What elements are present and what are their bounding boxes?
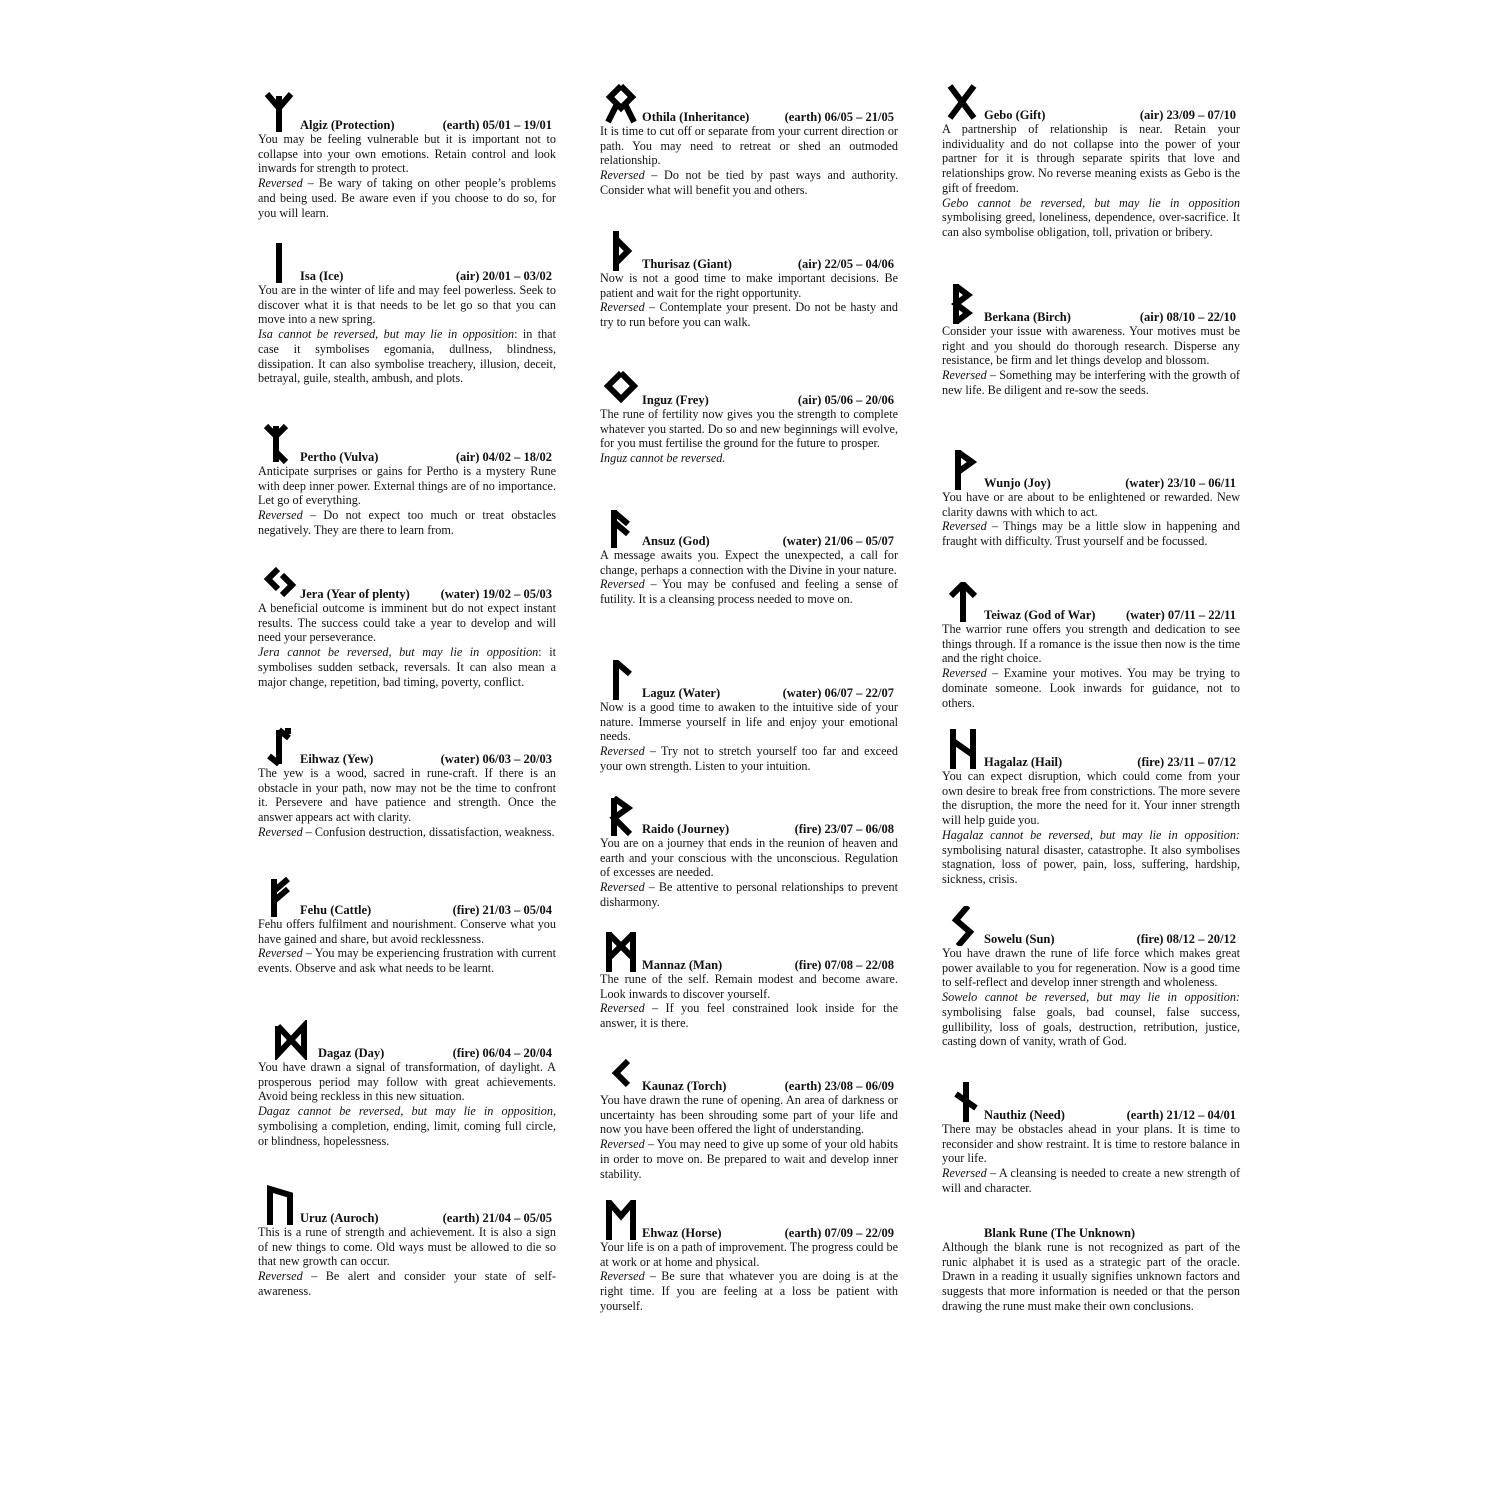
- reversed-label: Reversed: [942, 368, 987, 383]
- rune-entry-gebo: [942, 92, 1240, 240]
- rune-description: You can expect disruption, which could come from your own desire to break free from constrictions. The more severe the disruption, the more the need for it. Your inner strength will help guide you. Hagalaz cannot be reversed, but may lie in opposition: symbolising natural disaster, catastrophe. It also symbolises stagnation, loss of power, pain, loss, suffering, hardship, sickness, crisis.: [942, 769, 1240, 886]
- reversed-label: Reversed: [600, 880, 645, 895]
- reversed-label: Reversed: [600, 1269, 645, 1284]
- rune-element-dates: (earth) 07/09 – 22/09: [784, 1226, 894, 1240]
- rune-element-dates: (air) 23/09 – 07/10: [1139, 108, 1236, 122]
- rune-entry-blank: [942, 1210, 1240, 1314]
- rune-description: You are in the winter of life and may feel powerless. Seek to discover what it is that needs to be let go so that you can move into a new spring. Isa cannot be reversed, but may lie in opposition: in that case it symbolises egomania, dullness, blindness, dissipation. It can also symbolise treachery, illusion, deceit, betrayal, guile, stealth, ambush, and plots.: [258, 283, 556, 386]
- rune-element-dates: (fire) 21/03 – 05/04: [452, 903, 552, 917]
- rune-entry-nauthiz: [942, 1092, 1240, 1196]
- reversed-label: Gebo cannot be reversed, but may lie in opposition: [942, 195, 1240, 210]
- rune-description: You have drawn the rune of opening. An area of darkness or uncertainty has been shrouding some part of your life and now you have been offered the light of understanding. Reversed – You may need to give up some of your old habits in order to move on. Be prepared to wait and develop inner stability.: [600, 1093, 898, 1181]
- rune-element-dates: (water) 06/07 – 22/07: [782, 686, 894, 700]
- rune-description: Anticipate surprises or gains for Pertho is a mystery Rune with deep inner power. External things are of no importance. Let go of everything. Reversed – Do not expect too much or treat obstacles negatively. They are there to learn from.: [258, 464, 556, 537]
- reversed-label: Dagaz cannot be reversed, but may lie in opposition: [258, 1104, 553, 1119]
- rune-element-dates: (water) 23/10 – 06/11: [1125, 476, 1236, 490]
- rune-element-dates: (fire) 08/12 – 20/12: [1136, 932, 1236, 946]
- rune-element-dates: (air) 22/05 – 04/06: [797, 257, 894, 271]
- reversed-label: Reversed: [258, 824, 303, 839]
- rune-entry-mannaz: [600, 942, 898, 1031]
- reversed-label: Reversed: [600, 300, 645, 315]
- rune-element-dates: (water) 06/03 – 20/03: [440, 752, 552, 766]
- inguz-rune-icon: [604, 367, 638, 407]
- gebo-rune-icon: [946, 82, 980, 122]
- reversed-label: Reversed: [258, 946, 303, 961]
- hagalaz-rune-icon: [946, 729, 980, 769]
- rune-description: A beneficial outcome is imminent but do not expect instant results. The success could take a year to develop and will need your perseverance. Jera cannot be reversed, but may lie in opposition: it symbolises sudden setback, reversals. It can also mean a major change, repetition, bad timing, poverty, conflict.: [258, 601, 556, 689]
- rune-name: Sowelu (Sun): [984, 932, 1055, 946]
- rune-description: Now is a good time to awaken to the intuitive side of your nature. Immerse yourself in life and enjoy your emotional needs. Reversed – Try not to stretch yourself too far and exceed your own strength. Listen to your intuition.: [600, 700, 898, 773]
- rune-element-dates: (air) 08/10 – 22/10: [1139, 310, 1236, 324]
- reversed-label: Reversed: [942, 666, 987, 681]
- rune-name: Pertho (Vulva): [300, 450, 379, 464]
- rune-entry-wunjo: [942, 460, 1240, 549]
- rune-entry-teiwaz: [942, 592, 1240, 710]
- rune-name: Hagalaz (Hail): [984, 755, 1063, 769]
- rune-description: You have or are about to be enlightened or rewarded. New clarity dawns with which to act. Reversed – Things may be a little slow in happening and fraught with difficulty. Trust yourself and be focussed.: [942, 490, 1240, 549]
- rune-description: There may be obstacles ahead in your plans. It is time to reconsider and show restraint. It is time to restore balance in your life. Reversed – A cleansing is needed to create a new strength of will and character.: [942, 1122, 1240, 1195]
- rune-description: Although the blank rune is not recognized as part of the runic alphabet it is used as a strategic part of the oracle. Drawn in a reading it usually signifies unknown factors and suggests that more information is needed or that the person drawing the rune must make their own conclusions.: [942, 1240, 1240, 1313]
- berkana-rune-icon: [946, 284, 980, 324]
- rune-name: Algiz (Protection): [300, 118, 395, 132]
- rune-element-dates: (earth) 05/01 – 19/01: [442, 118, 552, 132]
- reversed-label: Reversed: [258, 508, 303, 523]
- rune-name: Eihwaz (Yew): [300, 752, 374, 766]
- rune-name: Nauthiz (Need): [984, 1108, 1065, 1122]
- sowelu-rune-icon: [946, 906, 980, 946]
- reversed-label: Reversed: [942, 519, 987, 534]
- rune-element-dates: (fire) 06/04 – 20/04: [452, 1046, 552, 1060]
- dagaz-rune-icon: [274, 1020, 308, 1060]
- rune-entry-dagaz: [258, 1030, 556, 1148]
- rune-name: Wunjo (Joy): [984, 476, 1051, 490]
- rune-name: Ansuz (God): [642, 534, 710, 548]
- rune-element-dates: (air) 04/02 – 18/02: [455, 450, 552, 464]
- rune-name: Thurisaz (Giant): [642, 257, 732, 271]
- rune-entry-berkana: [942, 294, 1240, 398]
- reversed-label: Reversed: [258, 176, 303, 191]
- rune-description: It is time to cut off or separate from your current direction or path. You may need to retreat or shed an outmoded relationship. Reversed – Do not be tied by past ways and authority. Consider what will benefit you and others.: [600, 124, 898, 197]
- rune-description: You may be feeling vulnerable but it is important not to collapse into your own emotions. Retain control and look inwards for strength to protect. Reversed – Be wary of taking on other people’s problems and being used. Be aware even if you choose to do so, for you will learn.: [258, 132, 556, 220]
- reversed-label: Jera cannot be reversed, but may lie in opposition: [258, 645, 539, 660]
- rune-entry-laguz: [600, 670, 898, 774]
- rune-element-dates: (fire) 23/11 – 07/12: [1137, 755, 1236, 769]
- rune-element-dates: (earth) 21/04 – 05/05: [442, 1211, 552, 1225]
- ansuz-rune-icon: [604, 508, 638, 548]
- rune-name: Inguz (Frey): [642, 393, 709, 407]
- rune-entry-othila: [600, 94, 898, 198]
- fehu-rune-icon: [262, 877, 296, 917]
- reversed-label: Reversed: [258, 1269, 303, 1284]
- reversed-label: Reversed: [600, 1137, 645, 1152]
- rune-name: Raido (Journey): [642, 822, 730, 836]
- isa-rune-icon: [262, 243, 296, 283]
- rune-name: Gebo (Gift): [984, 108, 1046, 122]
- rune-name: Berkana (Birch): [984, 310, 1071, 324]
- rune-entry-inguz: [600, 377, 898, 466]
- laguz-rune-icon: [604, 660, 638, 700]
- rune-element-dates: (fire) 23/07 – 06/08: [794, 822, 894, 836]
- reversed-label: Reversed: [942, 1166, 987, 1181]
- rune-entry-kaunaz: [600, 1063, 898, 1181]
- rune-description: You have drawn a signal of transformation, of daylight. A prosperous period may follow with great achievements. Avoid being reckless in this new situation. Dagaz cannot be reversed, but may lie in opposition, symbolising a completion, ending, limit, coming full circle, or blindness, hopelessness.: [258, 1060, 556, 1148]
- rune-element-dates: (earth) 23/08 – 06/09: [784, 1079, 894, 1093]
- nauthiz-rune-icon: [946, 1082, 980, 1122]
- rune-description: Your life is on a path of improvement. The progress could be at work or at home and physical. Reversed – Be sure that whatever you are doing is at the right time. If you are feeling at a loss be patient with yourself.: [600, 1240, 898, 1313]
- rune-name: Ehwaz (Horse): [642, 1226, 722, 1240]
- thurisaz-rune-icon: [604, 231, 638, 271]
- rune-entry-eihwaz: [258, 736, 556, 840]
- rune-entry-thurisaz: [600, 241, 898, 330]
- reversed-label: Hagalaz cannot be reversed, but may lie in opposition:: [942, 827, 1240, 842]
- rune-description: Now is not a good time to make important decisions. Be patient and wait for the right opportunity. Reversed – Contemplate your present. Do not be hasty and try to run before you can walk.: [600, 271, 898, 330]
- uruz-rune-icon: [262, 1185, 296, 1225]
- reversed-label: Reversed: [600, 744, 645, 759]
- rune-entry-fehu: [258, 887, 556, 976]
- reversed-label: Reversed: [600, 168, 645, 183]
- rune-entry-pertho: [258, 434, 556, 538]
- rune-name: Isa (Ice): [300, 269, 344, 283]
- reversed-label: Inguz cannot be reversed.: [600, 451, 726, 466]
- rune-description: The warrior rune offers you strength and dedication to see things through. If a romance is the issue then now is the time and the right choice. Reversed – Examine your motives. You may be trying to dominate someone. Look inwards for guidance, not to others.: [942, 622, 1240, 710]
- rune-element-dates: (water) 07/11 – 22/11: [1125, 608, 1236, 622]
- rune-element-dates: (earth) 21/12 – 04/01: [1126, 1108, 1236, 1122]
- rune-name: Fehu (Cattle): [300, 903, 372, 917]
- eihwaz-rune-icon: [262, 726, 296, 766]
- rune-element-dates: (air) 05/06 – 20/06: [797, 393, 894, 407]
- reversed-label: Sowelo cannot be reversed, but may lie in opposition:: [942, 990, 1240, 1005]
- rune-name: Jera (Year of plenty): [300, 587, 410, 601]
- rune-entry-sowelu: [942, 916, 1240, 1049]
- rune-name: Blank Rune (The Unknown): [984, 1226, 1136, 1240]
- algiz-rune-icon: [262, 92, 296, 132]
- rune-entry-ansuz: [600, 518, 898, 607]
- rune-description: The rune of the self. Remain modest and become aware. Look inwards to discover yourself. Reversed – If you feel constrained look inside for the answer, it is there.: [600, 972, 898, 1031]
- rune-description: A message awaits you. Expect the unexpected, a call for change, perhaps a connection with the Divine in your nature. Reversed – You may be confused and feeling a sense of futility. It is a cleansing process needed to move on.: [600, 548, 898, 607]
- reversed-label: Reversed: [600, 1001, 645, 1016]
- reversed-label: Isa cannot be reversed, but may lie in opposition: [258, 327, 515, 342]
- mannaz-rune-icon: [604, 932, 638, 972]
- rune-element-dates: (air) 20/01 – 03/02: [455, 269, 552, 283]
- wunjo-rune-icon: [946, 450, 980, 490]
- ehwaz-rune-icon: [604, 1200, 638, 1240]
- rune-element-dates: (earth) 06/05 – 21/05: [784, 110, 894, 124]
- rune-description: You are on a journey that ends in the reunion of heaven and earth and your conscious with the unconscious. Regulation of excesses are needed. Reversed – Be attentive to personal relationships to prevent disharmony.: [600, 836, 898, 909]
- rune-entry-uruz: [258, 1195, 556, 1299]
- kaunaz-rune-icon: [604, 1053, 638, 1093]
- rune-description: Consider your issue with awareness. Your motives must be right and you should do thorough research. Disperse any resistance, be firm and let things develop and blossom. Reversed – Something may be interfering with the growth of new life. Be diligent and re-sow the seeds.: [942, 324, 1240, 397]
- rune-description: The rune of fertility now gives you the strength to complete whatever you started. Do so and new beginnings will evolve, for you must fertilise the ground for the future to prosper. Inguz cannot be reversed.: [600, 407, 898, 466]
- rune-description: You have drawn the rune of life force which makes great power available to you for regeneration. Now is a good time to self-reflect and develop inner strength and wholeness. Sowelo cannot be reversed, but may lie in opposition: symbolising false goals, bad counsel, false success, gullibility, loss of goals, destruction, retribution, justice, casting down of vanity, wrath of God.: [942, 946, 1240, 1049]
- teiwaz-rune-icon: [946, 582, 980, 622]
- rune-description: A partnership of relationship is near. Retain your individuality and do not collapse into the power of your partner for it is through separate spirits that love and relationships grow. No reverse meaning exists as Gebo is the gift of freedom. Gebo cannot be reversed, but may lie in opposition symbolising greed, loneliness, dependence, over-sacrifice. It can also symbolise obligation, toll, privation or bribery.: [942, 122, 1240, 239]
- rune-entry-algiz: [258, 102, 556, 220]
- rune-name: Dagaz (Day): [318, 1046, 385, 1060]
- rune-name: Uruz (Auroch): [300, 1211, 379, 1225]
- rune-entry-jera: [258, 571, 556, 689]
- rune-element-dates: (fire) 07/08 – 22/08: [794, 958, 894, 972]
- rune-entry-hagalaz: [942, 739, 1240, 887]
- rune-name: Kaunaz (Torch): [642, 1079, 727, 1093]
- pertho-rune-icon: [262, 424, 296, 464]
- jera-rune-icon: [262, 561, 296, 601]
- rune-entry-isa: [258, 253, 556, 386]
- rune-entry-ehwaz: [600, 1210, 898, 1314]
- rune-name: Laguz (Water): [642, 686, 721, 700]
- rune-description: This is a rune of strength and achievement. It is also a sign of new things to come. Old ways must be allowed to die so that new growth can occur. Reversed – Be alert and consider your state of self-awareness.: [258, 1225, 556, 1298]
- reversed-label: Reversed: [600, 577, 645, 592]
- rune-description: Fehu offers fulfilment and nourishment. Conserve what you have gained and share, but avoid recklessness. Reversed – You may be experiencing frustration with current events. Observe and ask what needs to be learnt.: [258, 917, 556, 976]
- rune-element-dates: (water) 21/06 – 05/07: [782, 534, 894, 548]
- rune-name: Othila (Inheritance): [642, 110, 750, 124]
- rune-element-dates: (water) 19/02 – 05/03: [440, 587, 552, 601]
- rune-entry-raido: [600, 806, 898, 910]
- rune-name: Teiwaz (God of War): [984, 608, 1096, 622]
- rune-name: Mannaz (Man): [642, 958, 723, 972]
- raido-rune-icon: [604, 796, 638, 836]
- rune-description: The yew is a wood, sacred in rune-craft. If there is an obstacle in your path, now may not be the time to confront it. Persevere and have patience and strength. Once the answer appears act with clarity. Reversed – Confusion destruction, dissatisfaction, weakness.: [258, 766, 556, 839]
- othila-rune-icon: [604, 84, 638, 124]
